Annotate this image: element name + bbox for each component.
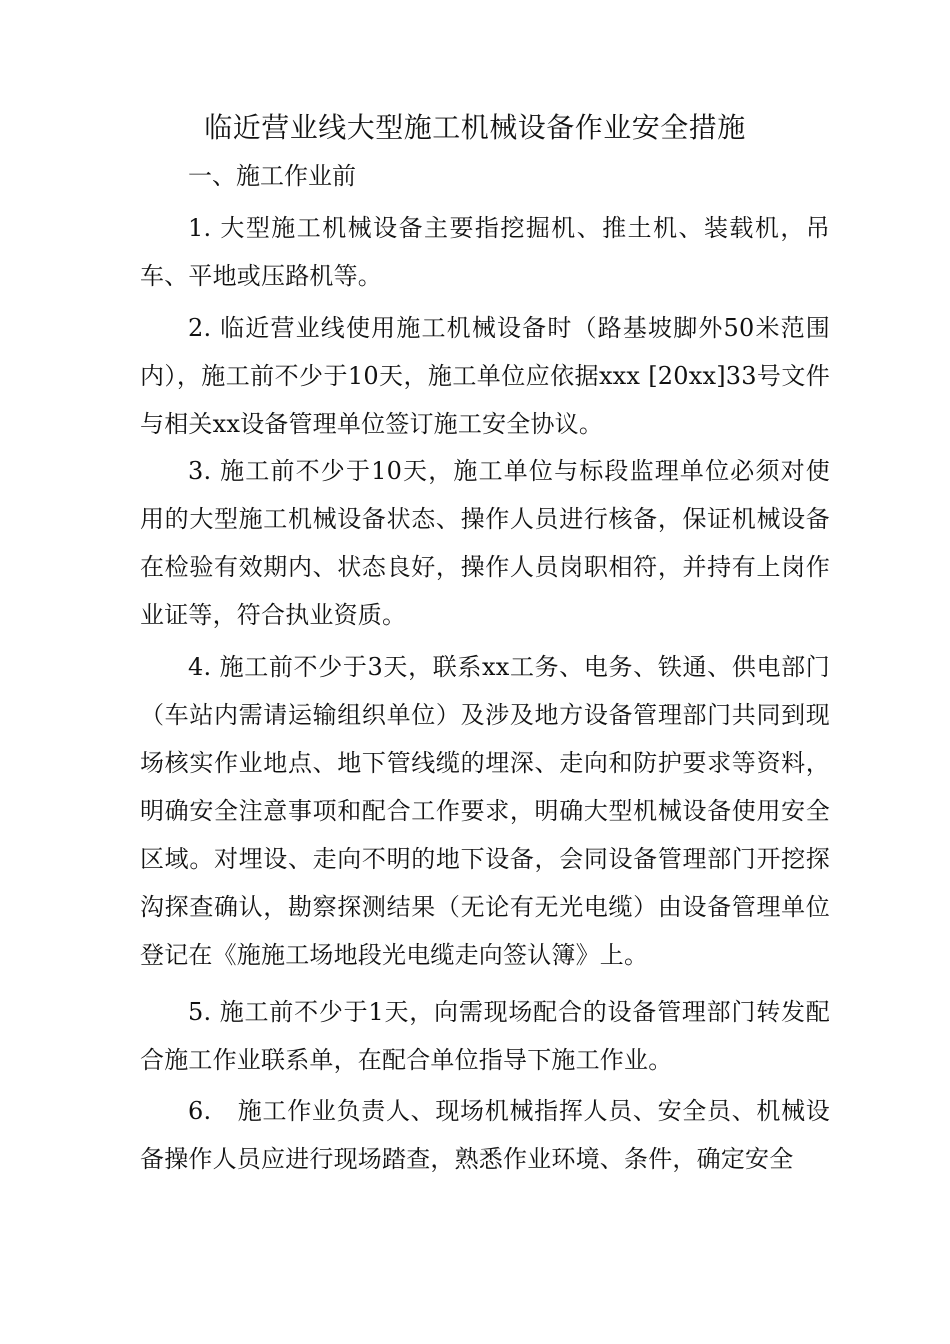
paragraph-text: 施工前不少于3天，联系xx工务、电务、铁通、供电部门（车站内需请运输组织单位）及涉及地方设备管理部门共同到现场核实作业地点、地下管线缆的埋深、走向和防护要求等资料，明确安全注意事项和配合工作要求，明确大型机械设备使用安全区域。对埋设、走向不明的地下设备，会同设备管理部门开挖探沟探查确认，勘察探测结果（无论有无光电缆）由设备管理单位登记在《施施工场地段光电缆走向签认簿》上。 [140, 653, 830, 969]
paragraph-1 [140, 204, 830, 300]
paragraph-text: 施工前不少于1天，向需现场配合的设备管理部门转发配合施工作业联系单，在配合单位指导下施工作业。 [140, 998, 830, 1074]
paragraph-6 [140, 1087, 830, 1183]
paragraph-3 [140, 447, 830, 639]
paragraph-2 [140, 304, 830, 448]
paragraph-text: 临近营业线使用施工机械设备时（路基坡脚外50米范围内），施工前不少于10天，施工单位应依据xxx [20xx]33号文件与相关xx设备管理单位签订施工安全协议。 [140, 314, 830, 438]
document-title: 临近营业线大型施工机械设备作业安全措施 [204, 111, 746, 144]
paragraph-text: 施工作业负责人、现场机械指挥人员、安全员、机械设备操作人员应进行现场踏查，熟悉作业环境、条件，确定安全 [140, 1097, 830, 1173]
paragraph-text: 施工前不少于10天，施工单位与标段监理单位必须对使用的大型施工机械设备状态、操作人员进行核备，保证机械设备在检验有效期内、状态良好，操作人员岗职相符，并持有上岗作业证等，符合执业资质。 [140, 457, 830, 629]
paragraph-number: 1. [188, 214, 212, 242]
paragraph-number: 3. [188, 457, 212, 485]
paragraph-number: 6. [188, 1097, 212, 1125]
section-heading: 一、施工作业前 [188, 162, 356, 190]
paragraph-number: 5. [188, 998, 212, 1026]
paragraph-4 [140, 643, 830, 979]
paragraph-number: 2. [188, 314, 212, 342]
paragraph-number: 4. [188, 653, 212, 681]
paragraph-text: 大型施工机械设备主要指挖掘机、推土机、装载机，吊车、平地或压路机等。 [140, 214, 830, 290]
paragraph-5 [140, 988, 830, 1084]
